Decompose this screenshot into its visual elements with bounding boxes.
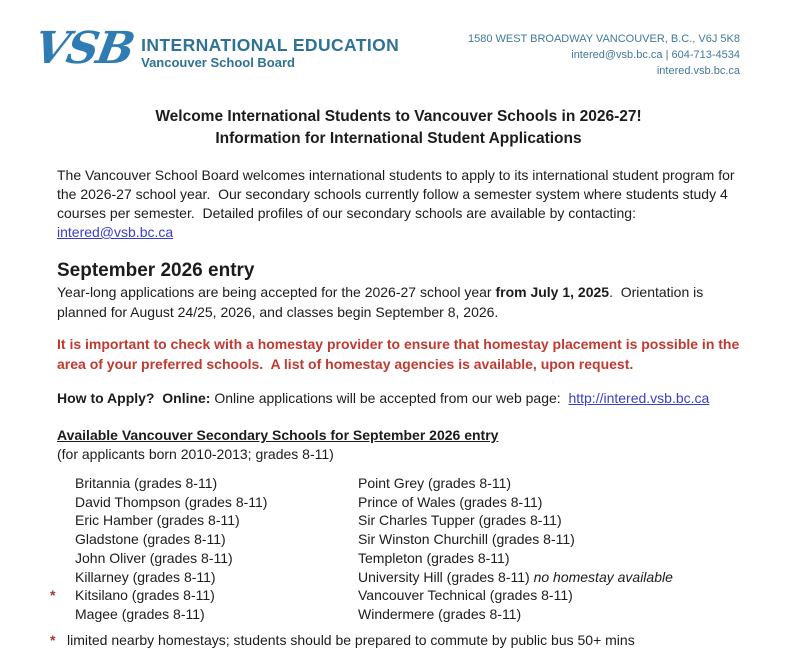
limited-homestay-asterisk-icon [50, 493, 75, 512]
september-bold-date: from July 1, 2025 [495, 284, 610, 300]
school-item [50, 549, 358, 568]
contact-address: 1580 WEST BROADWAY VANCOUVER, B.C., V6J 5K8 [467, 33, 740, 45]
contact-website: intered.vsb.bc.ca [656, 65, 740, 77]
vsb-logo [30, 23, 400, 74]
schools-heading: Available Vancouver Secondary Schools for September 2026 entry [57, 427, 499, 443]
limited-homestay-asterisk-icon [50, 511, 75, 530]
school-name: Killarney (grades 8-11) [75, 568, 216, 585]
school-item [358, 511, 673, 530]
contact-block [468, 25, 740, 79]
intro-text: The Vancouver School Board welcomes international students to apply to its international student program for the 2026-27 school year. Our secondary schools currently follow a semester system where students study 4 courses per semester. Detailed profiles of our secondary schools are available by contacting: [57, 167, 739, 221]
school-name: Sir Winston Churchill (grades 8-11) [358, 531, 575, 548]
homestay-warning: It is important to check with a homestay provider to ensure that homestay placement is possible in the area of your preferred schools. A list of homestay agencies is available, upon request. [57, 336, 744, 372]
how-to-apply-text: Online applications will be accepted from our web page: [210, 390, 569, 406]
school-note: no homestay available [529, 568, 673, 585]
page-title [57, 106, 740, 150]
school-name: Kitsilano (grades 8-11) [75, 587, 215, 604]
schools-subheading: (for applicants born 2010-2013; grades 8-11) [57, 446, 334, 462]
school-item [50, 586, 358, 605]
school-item [50, 530, 358, 549]
how-to-apply-line [57, 389, 740, 408]
limited-homestay-asterisk-icon: * [50, 587, 56, 604]
school-item [358, 530, 673, 549]
school-item [50, 511, 358, 530]
school-name: John Oliver (grades 8-11) [75, 549, 233, 566]
school-item [50, 605, 358, 624]
school-name: Britannia (grades 8-11) [75, 475, 218, 491]
school-name: Prince of Wales (grades 8-11) [358, 493, 543, 510]
school-name: University Hill (grades 8-11) [358, 568, 530, 585]
school-name: David Thompson (grades 8-11) [75, 493, 268, 510]
school-name: Magee (grades 8-11) [75, 605, 205, 622]
logo-title: INTERNATIONAL EDUCATION [141, 35, 400, 55]
school-name: Templeton (grades 8-11) [358, 549, 510, 566]
limited-homestay-asterisk-icon [50, 549, 75, 568]
school-item [358, 568, 673, 587]
school-list [50, 474, 740, 624]
logo-subtitle: Vancouver School Board [141, 55, 295, 70]
school-item [358, 549, 673, 568]
school-item [358, 474, 673, 493]
september-entry-paragraph [57, 283, 740, 322]
limited-homestay-asterisk-icon [50, 605, 75, 624]
september-text-after: . Orientation is planned for August 24/25, 2026, and classes begin September 8, 2026. [57, 284, 708, 320]
title-line-2: Information for International Student Applications [215, 130, 582, 147]
school-column-1 [358, 474, 673, 624]
school-item [50, 568, 358, 587]
how-to-apply-label: How to Apply? Online: [57, 390, 211, 406]
school-name: Vancouver Technical (grades 8-11) [358, 587, 573, 604]
limited-homestay-asterisk-icon [50, 474, 75, 493]
limited-homestay-asterisk-icon [50, 530, 75, 549]
letterhead [30, 23, 740, 79]
vsb-logo-icon: VSB [30, 23, 137, 74]
footnote-asterisk-icon: * [50, 631, 56, 648]
logo-text-block [141, 27, 399, 71]
intro-paragraph [57, 166, 740, 242]
school-name: Gladstone (grades 8-11) [75, 531, 226, 548]
school-item [358, 586, 673, 605]
limited-homestay-asterisk-icon [50, 568, 75, 587]
school-item [50, 493, 358, 512]
school-item [50, 474, 358, 493]
apply-url-link[interactable]: http://intered.vsb.bc.ca [568, 390, 710, 406]
september-text-before: Year-long applications are being accepted for the 2026-27 school year [57, 284, 496, 300]
footnote [50, 631, 740, 650]
school-column-0 [50, 474, 358, 624]
intro-email-link[interactable]: intered@vsb.bc.ca [57, 224, 174, 240]
school-item [358, 493, 673, 512]
school-name: Windermere (grades 8-11) [358, 605, 522, 622]
title-line-1: Welcome International Students to Vancouver Schools in 2026-27! [155, 108, 642, 125]
school-name: Eric Hamber (grades 8-11) [75, 512, 240, 529]
contact-email-phone: intered@vsb.bc.ca | 604-713-4534 [571, 49, 740, 61]
school-name: Sir Charles Tupper (grades 8-11) [358, 512, 562, 529]
school-name: Point Grey (grades 8-11) [358, 475, 512, 491]
footnote-text: limited nearby homestays; students should be prepared to commute by public bus 50+ mins [67, 631, 635, 648]
school-item [358, 605, 673, 624]
section-heading-september-entry: September 2026 entry [57, 260, 255, 281]
